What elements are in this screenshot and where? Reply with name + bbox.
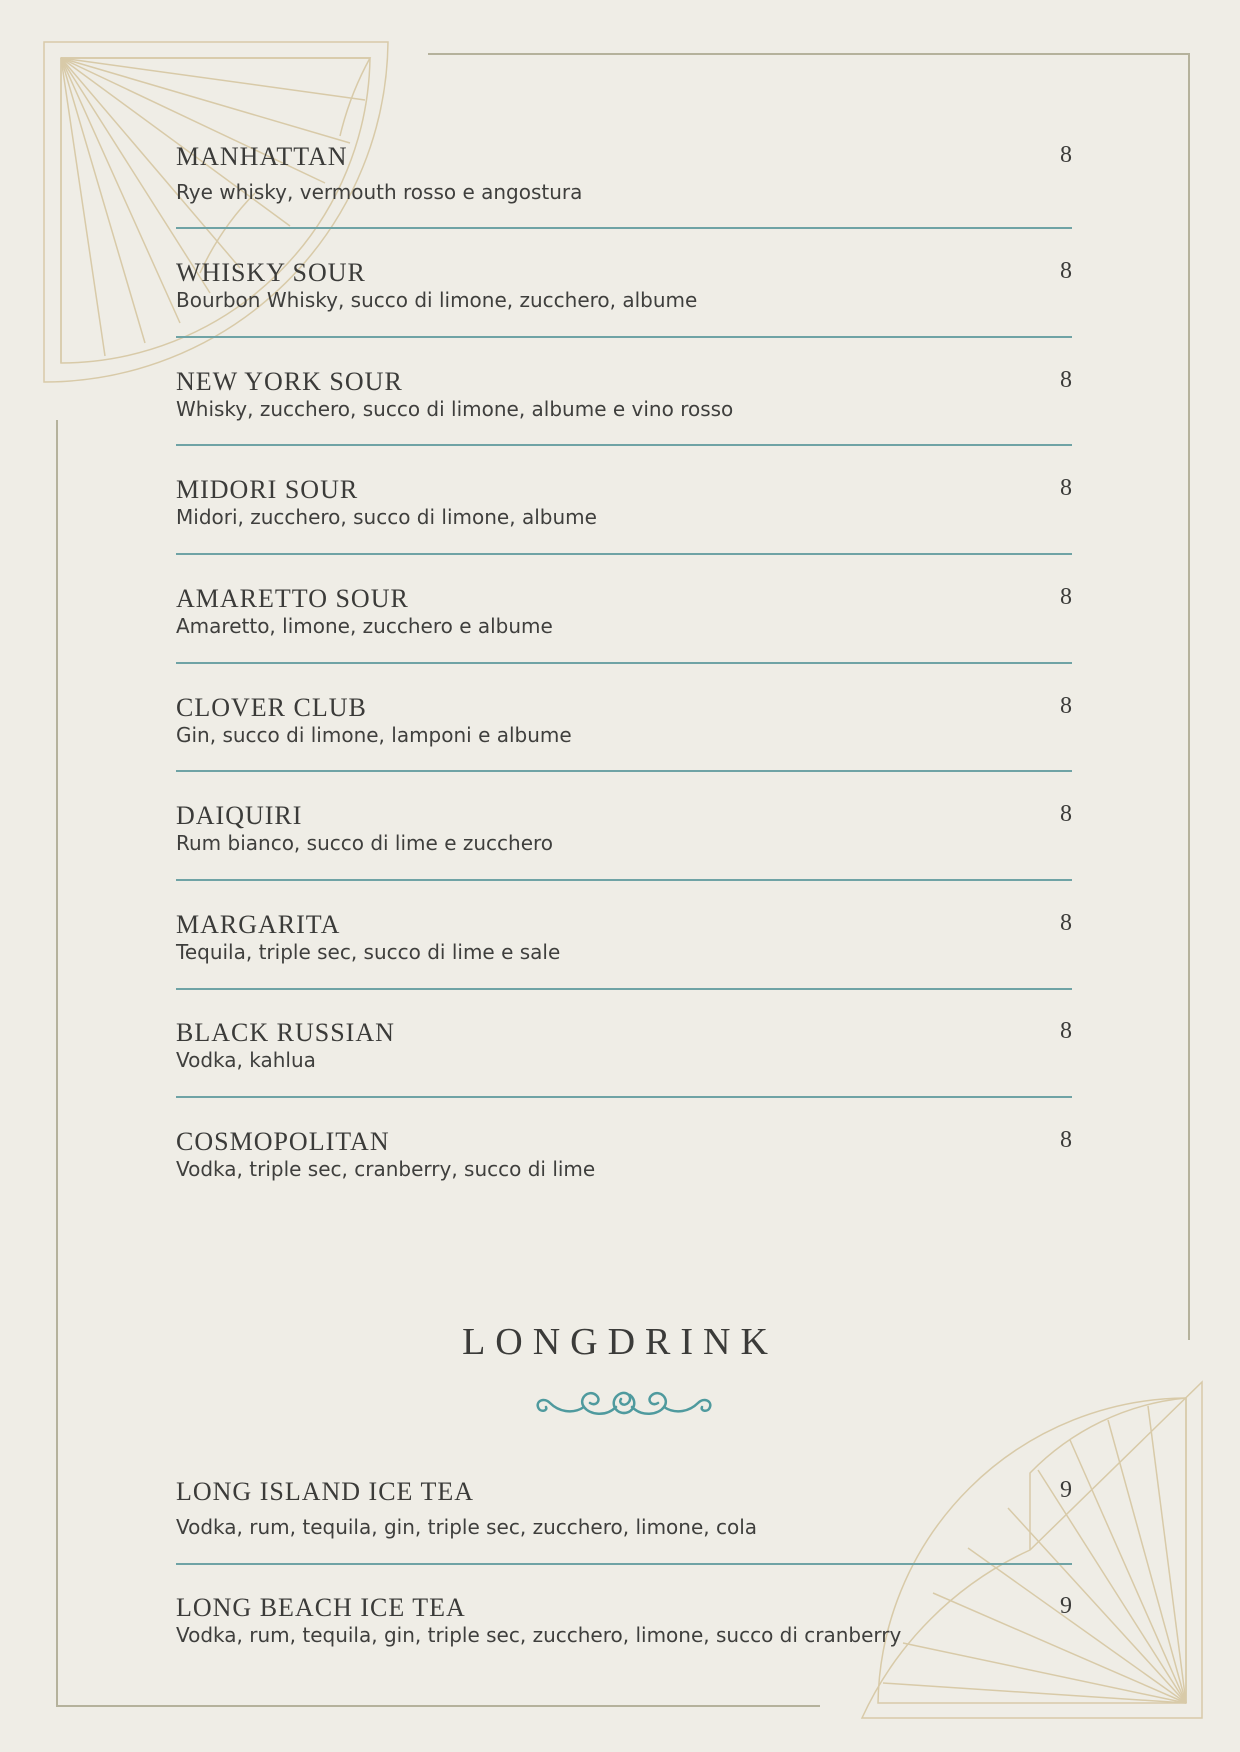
divider [176, 988, 1072, 990]
cocktail-price: 8 [1060, 1127, 1072, 1153]
longdrink-price: 9 [1060, 1593, 1072, 1619]
cocktail-description: Amaretto, limone, zucchero e albume [176, 614, 553, 638]
frame-left-line [56, 420, 58, 1707]
divider [176, 1563, 1072, 1565]
cocktail-name: BLACK RUSSIAN [176, 1018, 395, 1047]
longdrink-description: Vodka, rum, tequila, gin, triple sec, zucchero, limone, succo di cranberry [176, 1623, 902, 1647]
cocktail-price: 8 [1060, 910, 1072, 936]
cocktail-name: NEW YORK SOUR [176, 367, 403, 396]
frame-top-line [428, 53, 1190, 55]
cocktail-name: DAIQUIRI [176, 801, 303, 830]
divider [176, 553, 1072, 555]
cocktail-description: Vodka, kahlua [176, 1048, 316, 1072]
cocktail-description: Tequila, triple sec, succo di lime e sale [176, 940, 561, 964]
frame-right-line [1188, 53, 1190, 1340]
longdrink-name: LONG ISLAND ICE TEA [176, 1477, 474, 1506]
longdrink-price: 9 [1060, 1477, 1072, 1503]
divider [176, 227, 1072, 229]
cocktail-name: COSMOPOLITAN [176, 1127, 390, 1156]
cocktail-price: 8 [1060, 475, 1072, 501]
cocktail-price: 8 [1060, 1018, 1072, 1044]
frame-bottom-line [56, 1705, 820, 1707]
cocktail-description: Rye whisky, vermouth rosso e angostura [176, 180, 583, 204]
cocktail-price: 8 [1060, 142, 1072, 168]
cocktail-price: 8 [1060, 584, 1072, 610]
divider [176, 662, 1072, 664]
divider [176, 1096, 1072, 1098]
cocktail-description: Midori, zucchero, succo di limone, albume [176, 505, 597, 529]
cocktail-name: WHISKY SOUR [176, 258, 366, 287]
cocktail-name: MIDORI SOUR [176, 475, 359, 504]
divider [176, 444, 1072, 446]
cocktail-name: AMARETTO SOUR [176, 584, 409, 613]
longdrink-name: LONG BEACH ICE TEA [176, 1593, 466, 1622]
cocktail-price: 8 [1060, 801, 1072, 827]
cocktail-name: MARGARITA [176, 910, 341, 939]
cocktail-description: Rum bianco, succo di lime e zucchero [176, 831, 554, 855]
divider [176, 879, 1072, 881]
cocktail-description: Bourbon Whisky, succo di limone, zucchero, albume [176, 288, 698, 312]
cocktail-name: CLOVER CLUB [176, 693, 367, 722]
cocktail-description: Gin, succo di limone, lamponi e albume [176, 723, 572, 747]
cocktail-description: Whisky, zucchero, succo di limone, albume e vino rosso [176, 397, 734, 421]
cocktail-name: MANHATTAN [176, 142, 348, 171]
cocktail-description: Vodka, triple sec, cranberry, succo di lime [176, 1157, 596, 1181]
divider [176, 336, 1072, 338]
divider [176, 770, 1072, 772]
scroll-ornament-icon [530, 1383, 718, 1423]
section-title: LONGDRINK [462, 1321, 778, 1363]
cocktail-price: 8 [1060, 693, 1072, 719]
cocktail-price: 8 [1060, 258, 1072, 284]
cocktail-price: 8 [1060, 367, 1072, 393]
longdrink-description: Vodka, rum, tequila, gin, triple sec, zucchero, limone, cola [176, 1515, 758, 1539]
art-deco-fan-icon [858, 1378, 1218, 1738]
